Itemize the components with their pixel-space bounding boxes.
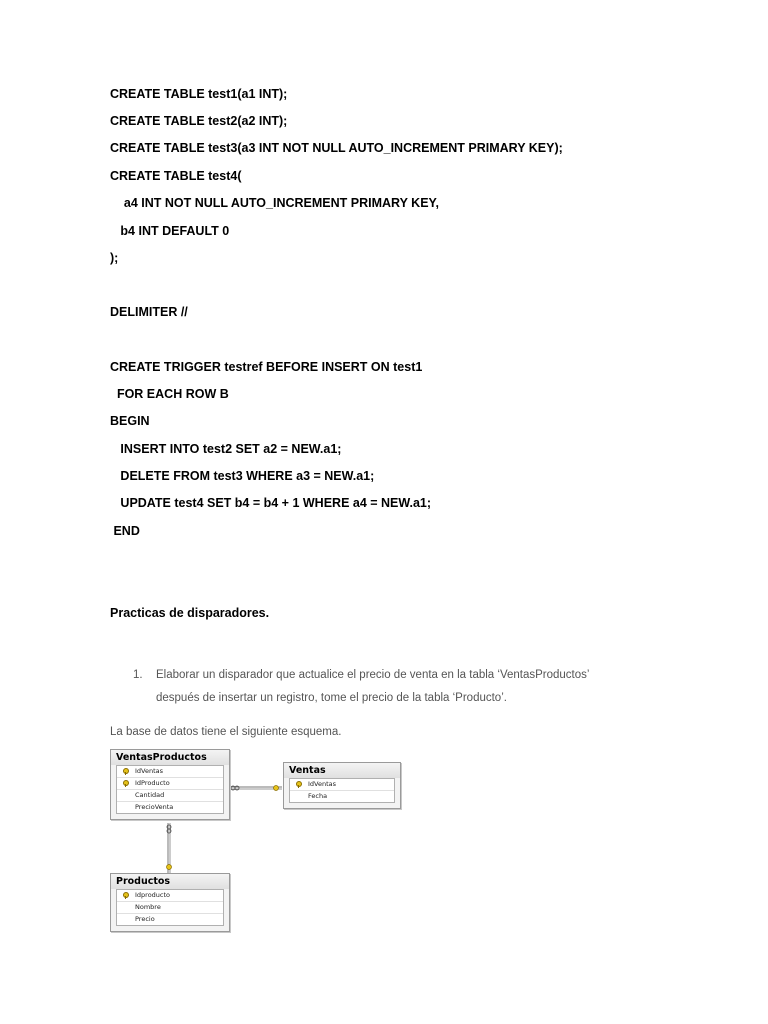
- table-productos[interactable]: [110, 873, 230, 932]
- table-title: Productos: [111, 874, 229, 889]
- list-item-line-1: Elaborar un disparador que actualice el precio de venta en la tabla ‘VentasProductos’: [156, 669, 590, 681]
- key-end-icon: [167, 865, 172, 870]
- column-row: IdVentas: [290, 779, 394, 791]
- table-title: Ventas: [284, 763, 400, 778]
- code-line-4: CREATE TABLE test4(: [110, 169, 242, 183]
- column-row: Cantidad: [117, 790, 223, 802]
- code-line-1: CREATE TABLE test1(a1 INT);: [110, 87, 288, 101]
- code-line-7: );: [110, 251, 119, 265]
- column-row: Nombre: [117, 902, 223, 914]
- code-line-12: INSERT INTO test2 SET a2 = NEW.a1;: [110, 442, 342, 456]
- primary-key-icon: [123, 780, 128, 787]
- table-title: VentasProductos: [111, 750, 229, 765]
- code-line-10: FOR EACH ROW B: [110, 387, 229, 401]
- code-line-15: END: [110, 524, 140, 538]
- section-heading: Practicas de disparadores.: [110, 606, 270, 620]
- schema-intro: La base de datos tiene el siguiente esquema.: [110, 726, 342, 738]
- code-line-3: CREATE TABLE test3(a3 INT NOT NULL AUTO_INCREMENT PRIMARY KEY);: [110, 141, 563, 155]
- code-line-13: DELETE FROM test3 WHERE a3 = NEW.a1;: [110, 469, 375, 483]
- primary-key-icon: [296, 781, 301, 788]
- primary-key-icon: [123, 892, 128, 899]
- table-ventas[interactable]: [283, 762, 401, 809]
- code-line-6: b4 INT DEFAULT 0: [110, 224, 230, 238]
- code-line-5: a4 INT NOT NULL AUTO_INCREMENT PRIMARY KEY,: [110, 196, 439, 210]
- code-line-8: DELIMITER //: [110, 305, 188, 319]
- primary-key-icon: [123, 768, 128, 775]
- code-line-11: BEGIN: [110, 414, 150, 428]
- column-row: Fecha: [308, 792, 328, 800]
- code-line-14: UPDATE test4 SET b4 = b4 + 1 WHERE a4 = NEW.a1;: [110, 496, 432, 510]
- code-line-9: CREATE TRIGGER testref BEFORE INSERT ON test1: [110, 360, 423, 374]
- list-item-number: 1.: [133, 669, 143, 681]
- column-row: Precio: [135, 915, 155, 923]
- code-line-2: CREATE TABLE test2(a2 INT);: [110, 114, 288, 128]
- table-ventasproductos[interactable]: [110, 749, 230, 820]
- list-item-line-2: después de insertar un registro, tome el precio de la tabla ‘Producto’.: [156, 692, 507, 704]
- key-end-icon: [274, 786, 279, 791]
- column-row: Idproducto: [117, 890, 223, 902]
- column-row: PrecioVenta: [135, 803, 174, 811]
- column-row: IdVentas: [117, 766, 223, 778]
- column-row: IdProducto: [117, 778, 223, 790]
